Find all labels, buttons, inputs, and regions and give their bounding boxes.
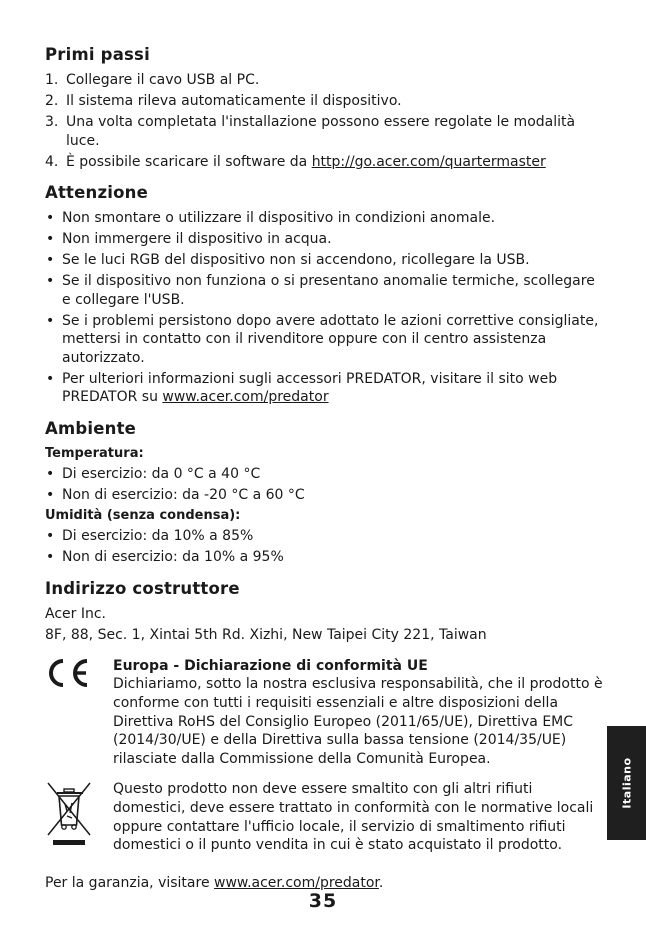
- steps-list: [45, 71, 605, 171]
- ce-declaration: [45, 657, 605, 769]
- weee-text: Questo prodotto non deve essere smaltito con gli altri rifiuti domestici, deve essere trattato in conformità con le normative locali oppure contattare l'ufficio locale, il servizio di smaltimento rifiuti domestici o il punto vendita in cui è stato acquistato il prodotto.: [113, 781, 594, 854]
- getting-started-heading: Primi passi: [45, 45, 150, 64]
- list-item: [45, 230, 605, 249]
- bullet-icon: •: [46, 370, 55, 387]
- page-content: [45, 44, 605, 892]
- list-item: [45, 548, 605, 567]
- warranty-text: Per la garanzia, visitare: [45, 874, 215, 891]
- temperature-label: Temperatura:: [45, 446, 144, 462]
- bullet-icon: •: [46, 548, 55, 565]
- ce-mark-icon: [45, 657, 93, 693]
- warranty-link[interactable]: www.acer.com/predator: [214, 874, 379, 891]
- language-tab-label: Italiano: [620, 757, 633, 809]
- caution-text: Se le luci RGB del dispositivo non si accendono, ricollegare la USB.: [62, 252, 530, 269]
- step-number: 1.: [45, 72, 59, 88]
- manufacturer-heading: Indirizzo costruttore: [45, 578, 240, 598]
- temperature-text: Non di esercizio: da -20 °C a 60 °C: [62, 487, 305, 504]
- caution-text: Se il dispositivo non funziona o si presentano anomalie termiche, scollegare e collegare l'USB.: [62, 273, 595, 308]
- humidity-text: Non di esercizio: da 10% a 95%: [62, 548, 284, 565]
- bullet-icon: •: [46, 466, 55, 483]
- bullet-icon: •: [46, 273, 55, 290]
- step-number: 3.: [45, 113, 59, 130]
- crossed-bin-icon: [45, 780, 93, 852]
- getting-started-section: [45, 44, 605, 171]
- language-tab: [607, 726, 646, 840]
- bullet-icon: •: [46, 252, 55, 269]
- list-item: [45, 113, 605, 150]
- bullet-icon: •: [46, 528, 55, 544]
- environment-heading: Ambiente: [45, 419, 137, 439]
- list-item: [45, 272, 605, 309]
- list-item: [45, 486, 605, 505]
- list-item: [45, 251, 605, 270]
- bullet-icon: •: [46, 487, 55, 504]
- manufacturer-address: 8F, 88, Sec. 1, Xintai 5th Rd. Xizhi, New Taipei City 221, Taiwan: [45, 627, 487, 644]
- step-text: Una volta completata l'installazione possono essere regolate le modalità luce.: [66, 113, 576, 149]
- list-item: [45, 71, 605, 90]
- ce-text: Dichiariamo, sotto la nostra esclusiva responsabilità, che il prodotto è conforme con tutti i requisiti essenziali e altre disposizioni della Direttiva RoHS del Consiglio Europeo (2011/65/UE), Direttiva EMC (2014/30/UE) e della Direttiva sulla bassa tensione (2014/35/UE) rilasciate dalla Commissione della Comunità Europea.: [113, 676, 603, 767]
- predator-site-link[interactable]: www.acer.com/predator: [162, 389, 329, 406]
- caution-section: [45, 182, 605, 407]
- humidity-list: [45, 527, 605, 567]
- software-download-link[interactable]: http://go.acer.com/quartermaster: [311, 153, 546, 170]
- humidity-text: Di esercizio: da 10% a 85%: [62, 528, 254, 544]
- caution-text: Non immergere il dispositivo in acqua.: [62, 231, 332, 248]
- list-item: [45, 209, 605, 228]
- ce-title: Europa - Dichiarazione di conformità UE: [113, 657, 428, 674]
- page-number: 35: [308, 890, 338, 912]
- step-text: Collegare il cavo USB al PC.: [66, 72, 260, 88]
- list-item: [45, 312, 605, 368]
- caution-text: Se i problemi persistono dopo avere adottato le azioni correttive consigliate, mettersi in contatto con il rivenditore oppure con il centro assistenza autorizzato.: [62, 312, 599, 366]
- manufacturer-section: [45, 578, 605, 645]
- step-text: È possibile scaricare il software da: [66, 153, 312, 170]
- list-item: [45, 153, 605, 172]
- warranty-suffix: .: [378, 874, 384, 891]
- list-item: [45, 465, 605, 484]
- temperature-list: [45, 465, 605, 505]
- bullet-icon: •: [46, 210, 55, 227]
- list-item: [45, 92, 605, 111]
- caution-text: Per ulteriori informazioni sugli accessori PREDATOR, visitare il sito web PREDATOR su: [62, 370, 558, 406]
- step-number: 4.: [45, 153, 59, 170]
- humidity-label: Umidità (senza condensa):: [45, 508, 241, 523]
- bullet-icon: •: [46, 312, 55, 329]
- temperature-text: Di esercizio: da 0 °C a 40 °C: [62, 466, 261, 483]
- caution-list: [45, 209, 605, 407]
- caution-text: Non smontare o utilizzare il dispositivo in condizioni anomale.: [62, 210, 496, 227]
- bullet-icon: •: [46, 231, 55, 248]
- weee-notice: [45, 780, 605, 854]
- environment-section: [45, 418, 605, 567]
- step-text: Il sistema rileva automaticamente il dispositivo.: [66, 92, 402, 109]
- caution-heading: Attenzione: [45, 183, 149, 203]
- step-number: 2.: [45, 92, 59, 109]
- list-item: [45, 370, 605, 407]
- manufacturer-name: Acer Inc.: [45, 605, 106, 622]
- list-item: [45, 527, 605, 546]
